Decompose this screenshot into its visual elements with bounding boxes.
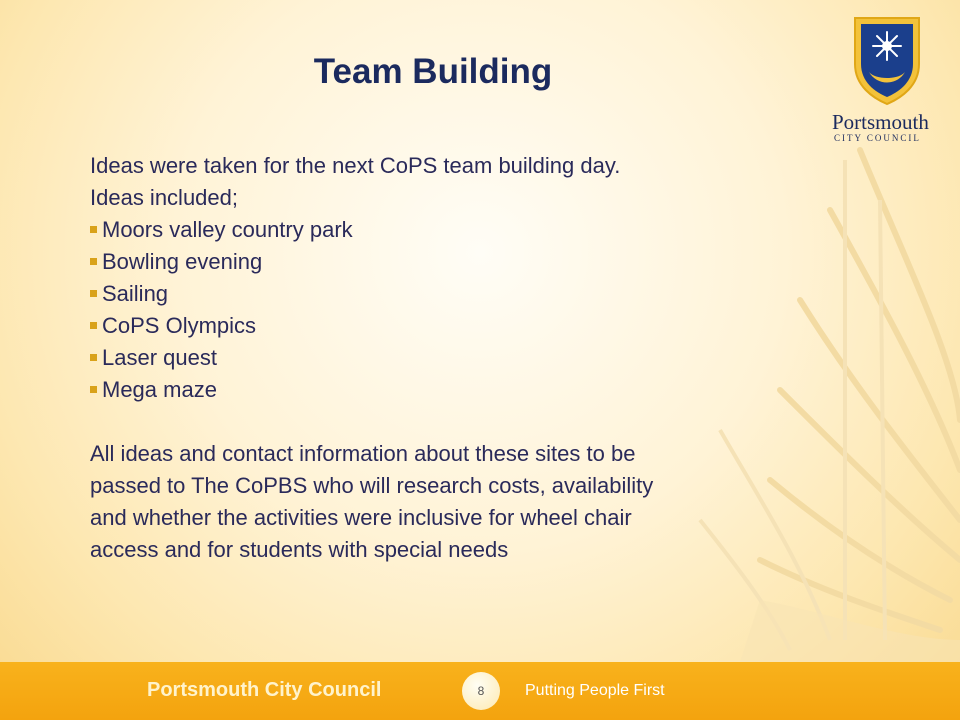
closing-line: All ideas and contact information about these sites to be — [90, 441, 636, 466]
list-item — [90, 342, 790, 374]
square-bullet-icon — [90, 354, 97, 361]
list-item — [90, 214, 790, 246]
list-item — [90, 246, 790, 278]
ideas-list — [90, 214, 790, 406]
closing-line: access and for students with special needs — [90, 537, 509, 562]
logo-subtitle: CITY COUNCIL — [834, 133, 921, 143]
closing-line: passed to The CoPBS who will research costs, availability — [90, 473, 654, 498]
square-bullet-icon — [90, 386, 97, 393]
list-item-label: Mega maze — [102, 377, 217, 402]
list-item-label: Sailing — [102, 281, 169, 306]
footer-organisation: Portsmouth City Council — [147, 679, 382, 701]
list-item — [90, 310, 790, 342]
square-bullet-icon — [90, 290, 97, 297]
list-item — [90, 374, 790, 406]
square-bullet-icon — [90, 258, 97, 265]
list-item-label: CoPS Olympics — [102, 313, 257, 338]
list-item-label: Bowling evening — [102, 249, 263, 274]
page-number-badge: 8 — [462, 672, 500, 710]
list-item — [90, 278, 790, 310]
closing-line: and whether the activities were inclusive for wheel chair — [90, 505, 632, 530]
portsmouth-crest-icon — [851, 14, 923, 106]
list-item-label: Moors valley country park — [102, 217, 353, 242]
slide-title: Team Building — [313, 52, 553, 91]
square-bullet-icon — [90, 226, 97, 233]
portsmouth-city-council-logo — [832, 14, 942, 143]
intro-line: Ideas were taken for the next CoPS team building day. — [90, 153, 621, 178]
intro-line: Ideas included; — [90, 185, 238, 210]
slide-body — [90, 150, 790, 566]
footer-tagline: Putting People First — [525, 682, 665, 699]
footer-bar — [0, 662, 960, 720]
list-item-label: Laser quest — [102, 345, 217, 370]
square-bullet-icon — [90, 322, 97, 329]
logo-wordmark: Portsmouth — [832, 110, 929, 134]
